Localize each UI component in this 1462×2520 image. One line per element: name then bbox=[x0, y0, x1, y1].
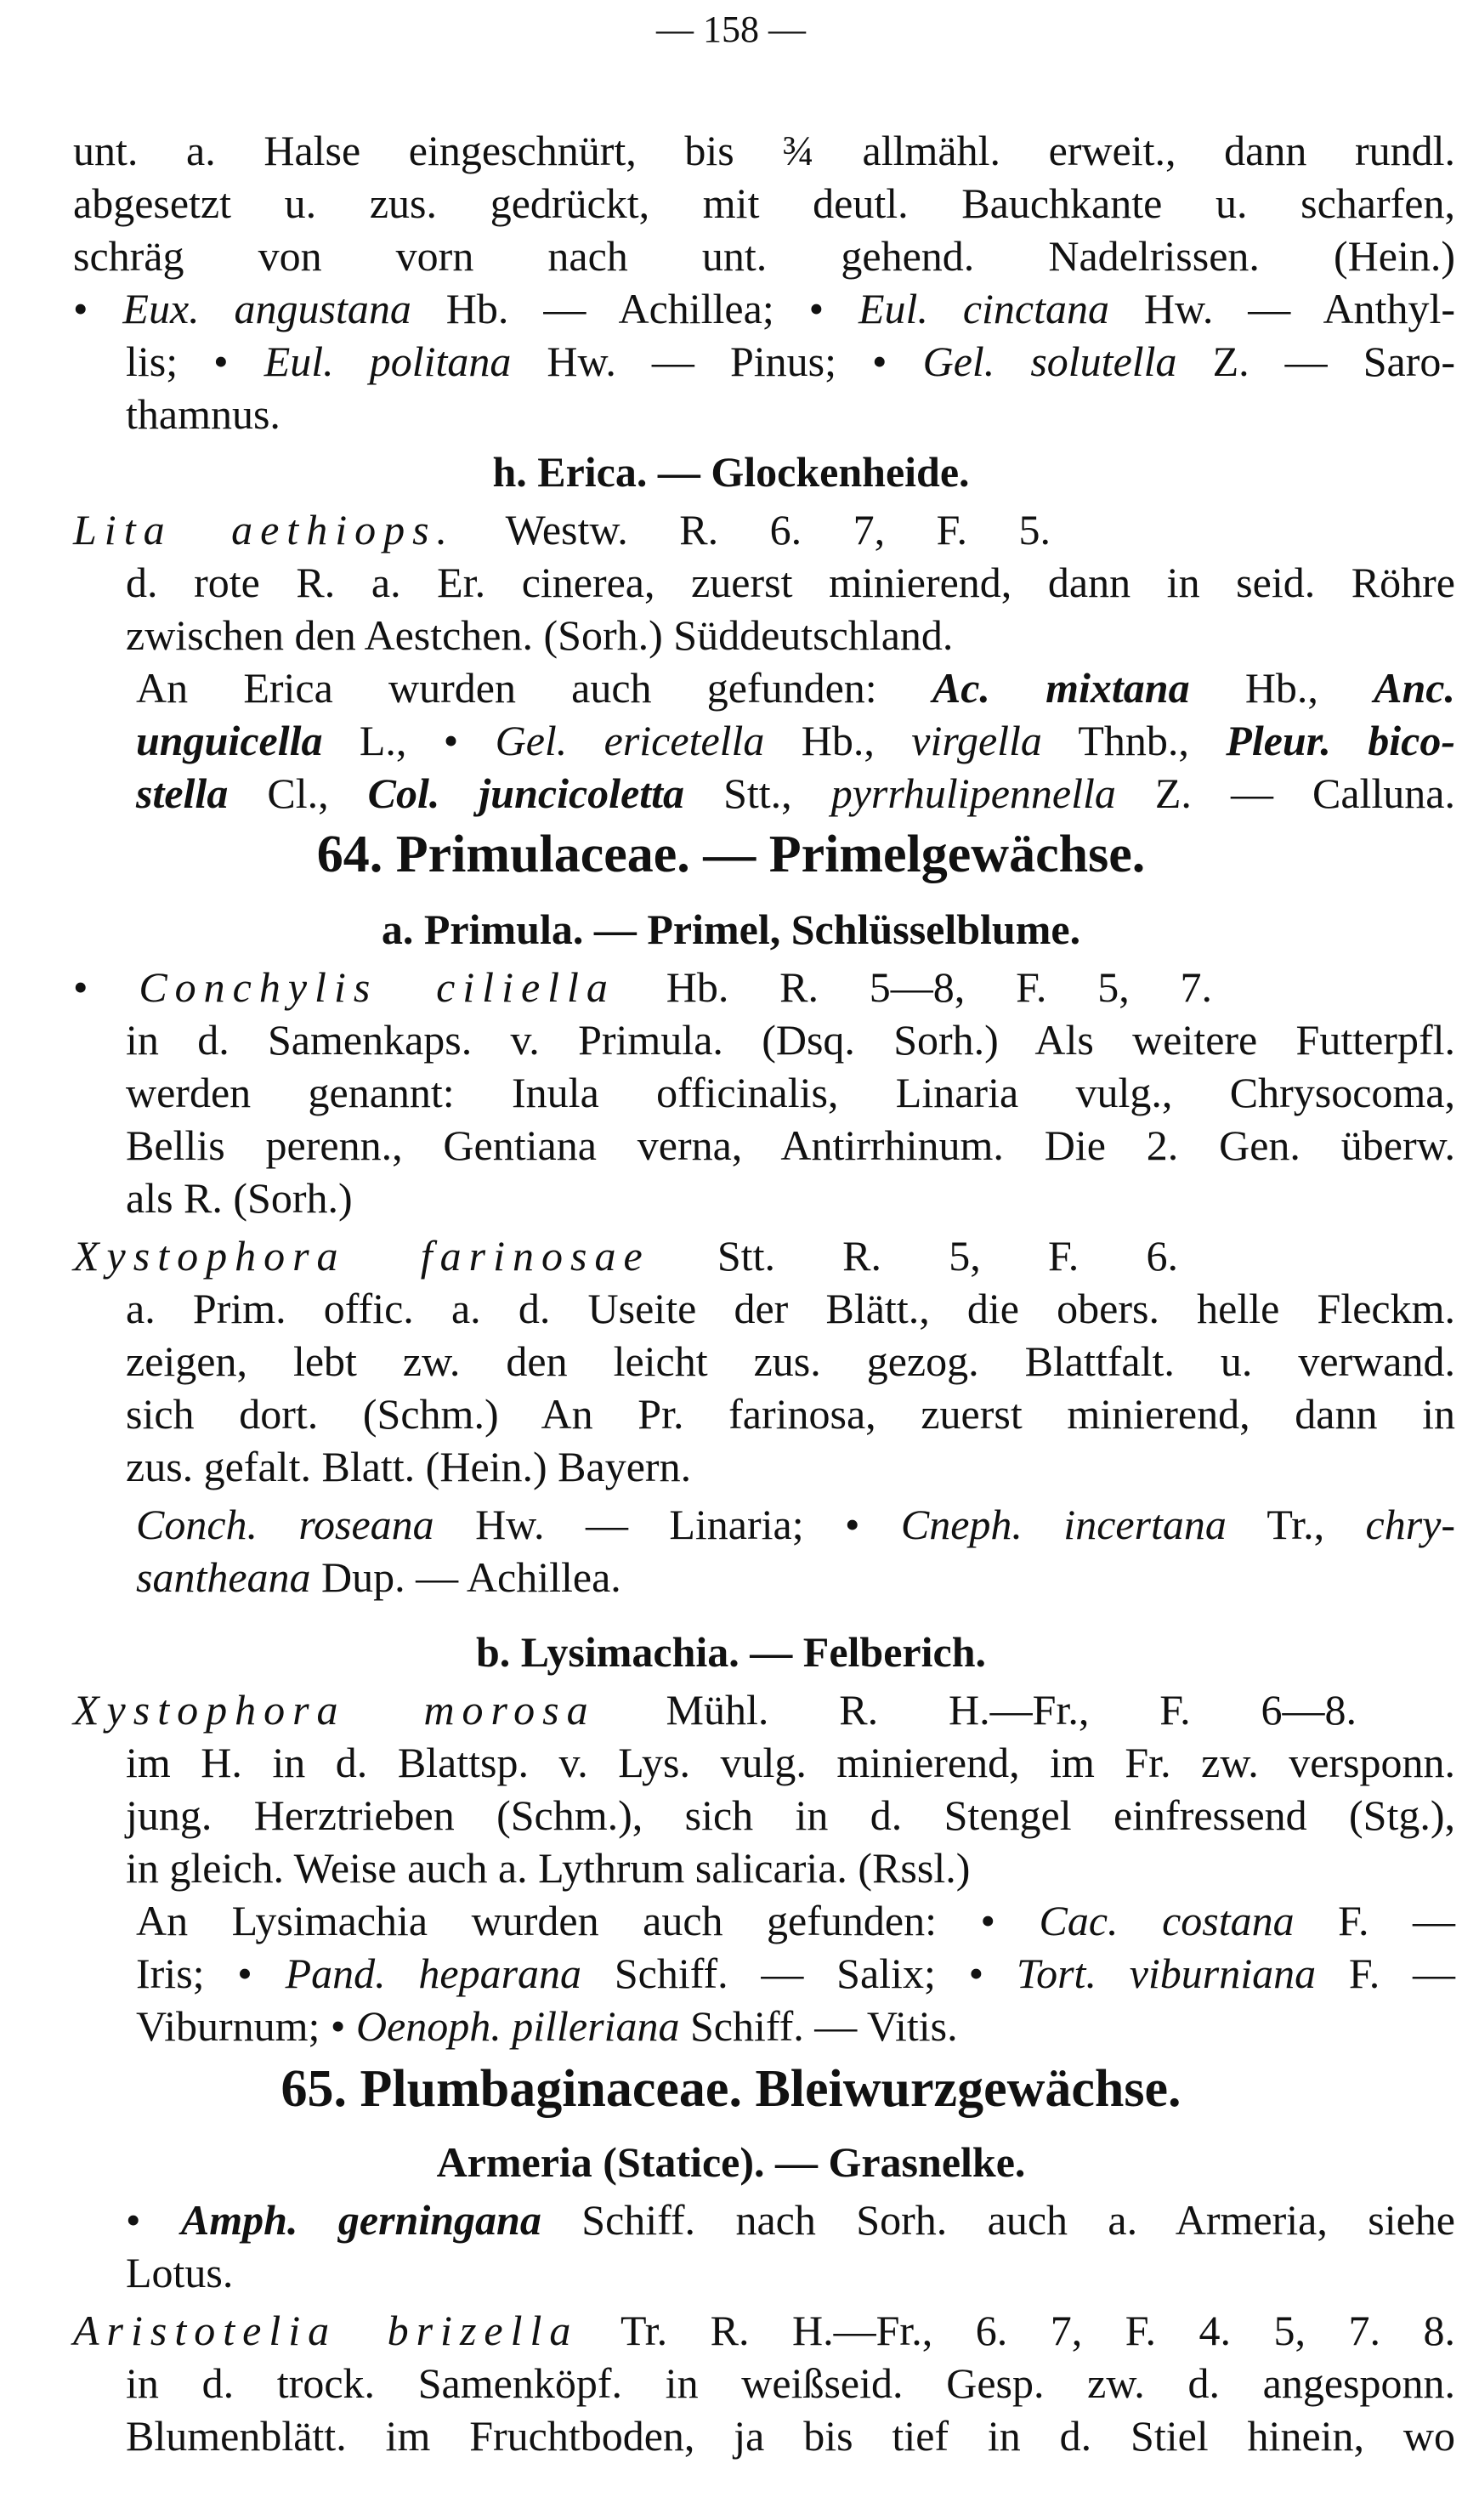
text-line: Viburnum; • Oenoph. pilleriana Schiff. — Vitis. bbox=[136, 2002, 958, 2050]
text-line: An Lysimachia wurden auch gefunden: • Cac. costana F. — bbox=[136, 1897, 1455, 1944]
text-line: zus. gefalt. Blatt. (Hein.) Bayern. bbox=[126, 1443, 692, 1490]
text-line: Conch. roseana Hw. — Linaria; • Cneph. incertana Tr., chry- bbox=[136, 1501, 1455, 1548]
text-line: im H. in d. Blattsp. v. Lys. vulg. minierend, im Fr. zw. versponn. bbox=[126, 1739, 1455, 1786]
species-heading: Xystophora morosa Mühl. R. H.—Fr., F. 6—8. bbox=[73, 1686, 1357, 1734]
text-line: zeigen, lebt zw. den leicht zus. gezog. Blattfalt. u. verwand. bbox=[126, 1337, 1455, 1385]
text-line: schräg von vorn nach unt. gehend. Nadelrissen. (Hein.) bbox=[73, 232, 1455, 280]
page-number: — 158 — bbox=[656, 9, 806, 50]
text-line: Iris; • Pand. heparana Schiff. — Salix; • Tort. viburniana F. — bbox=[136, 1950, 1455, 1997]
text-line: werden genannt: Inula officinalis, Linaria vulg., Chrysocoma, bbox=[126, 1069, 1455, 1116]
text-line: lis; • Eul. politana Hw. — Pinus; • Gel. solutella Z. — Saro- bbox=[126, 338, 1456, 385]
text-line: in gleich. Weise auch a. Lythrum salicaria. (Rssl.) bbox=[126, 1844, 971, 1892]
text-line: • Amph. gerningana Schiff. nach Sorh. auch a. Armeria, siehe bbox=[126, 2196, 1456, 2244]
genus-heading: b. Lysimachia. — Felberich. bbox=[476, 1628, 986, 1676]
text-line: in d. Samenkaps. v. Primula. (Dsq. Sorh.) Als weitere Futterpfl. bbox=[126, 1016, 1455, 1064]
species-heading: Lita aethiops. Westw. R. 6. 7, F. 5. bbox=[73, 506, 1051, 553]
text-line: thamnus. bbox=[126, 390, 280, 438]
text-line: d. rote R. a. Er. cinerea, zuerst minierend, dann in seid. Röhre bbox=[126, 559, 1455, 606]
species-heading: Aristotelia brizella Tr. R. H.—Fr., 6. 7, F. 4. 5, 7. 8. bbox=[73, 2307, 1455, 2354]
text-line: jung. Herztrieben (Schm.), sich in d. Stengel einfressend (Stg.), bbox=[126, 1791, 1455, 1839]
text-line: in d. trock. Samenköpf. in weißseid. Gesp. zw. d. angesponn. bbox=[126, 2359, 1455, 2407]
genus-heading: a. Primula. — Primel, Schlüsselblume. bbox=[381, 905, 1081, 953]
text-line: santheana Dup. — Achillea. bbox=[136, 1553, 621, 1601]
text-line: abgesetzt u. zus. gedrückt, mit deutl. Bauchkante u. scharfen, bbox=[73, 179, 1455, 227]
species-heading: • Conchylis ciliella Hb. R. 5—8, F. 5, 7. bbox=[73, 963, 1212, 1011]
text-line: stella Cl., Col. juncicoletta Stt., pyrrhulipennella Z. — Calluna. bbox=[136, 769, 1455, 817]
genus-heading: h. Erica. — Glockenheide. bbox=[492, 448, 970, 496]
text-line: zwischen den Aestchen. (Sorh.) Süddeutschland. bbox=[126, 611, 954, 659]
text-line: • Eux. angustana Hb. — Achillea; • Eul. cinctana Hw. — Anthyl- bbox=[73, 285, 1455, 332]
text-line: a. Prim. offic. a. d. Useite der Blätt., die obers. helle Fleckm. bbox=[126, 1285, 1455, 1332]
text-line: Bellis perenn., Gentiana verna, Antirrhinum. Die 2. Gen. überw. bbox=[126, 1121, 1455, 1169]
family-heading-64: 64. Primulaceae. — Primelgewächse. bbox=[316, 826, 1146, 883]
text-line: unguicella L., • Gel. ericetella Hb., virgella Thnb., Pleur. bico- bbox=[136, 717, 1456, 764]
text-line: als R. (Sorh.) bbox=[126, 1174, 353, 1222]
genus-heading: Armeria (Statice). — Grasnelke. bbox=[436, 2138, 1026, 2186]
text-line: sich dort. (Schm.) An Pr. farinosa, zuerst minierend, dann in bbox=[126, 1390, 1455, 1438]
text-line: Blumenblätt. im Fruchtboden, ja bis tief in d. Stiel hinein, wo bbox=[126, 2412, 1455, 2460]
text-line: An Erica wurden auch gefunden: Ac. mixtana Hb., Anc. bbox=[136, 664, 1455, 712]
species-heading: Xystophora farinosae Stt. R. 5, F. 6. bbox=[73, 1232, 1178, 1280]
family-heading-65: 65. Plumbaginaceae. Bleiwurzgewächse. bbox=[280, 2060, 1182, 2118]
text-line: unt. a. Halse eingeschnürt, bis ¾ allmähl. erweit., dann rundl. bbox=[73, 127, 1455, 174]
text-line: Lotus. bbox=[126, 2249, 234, 2296]
